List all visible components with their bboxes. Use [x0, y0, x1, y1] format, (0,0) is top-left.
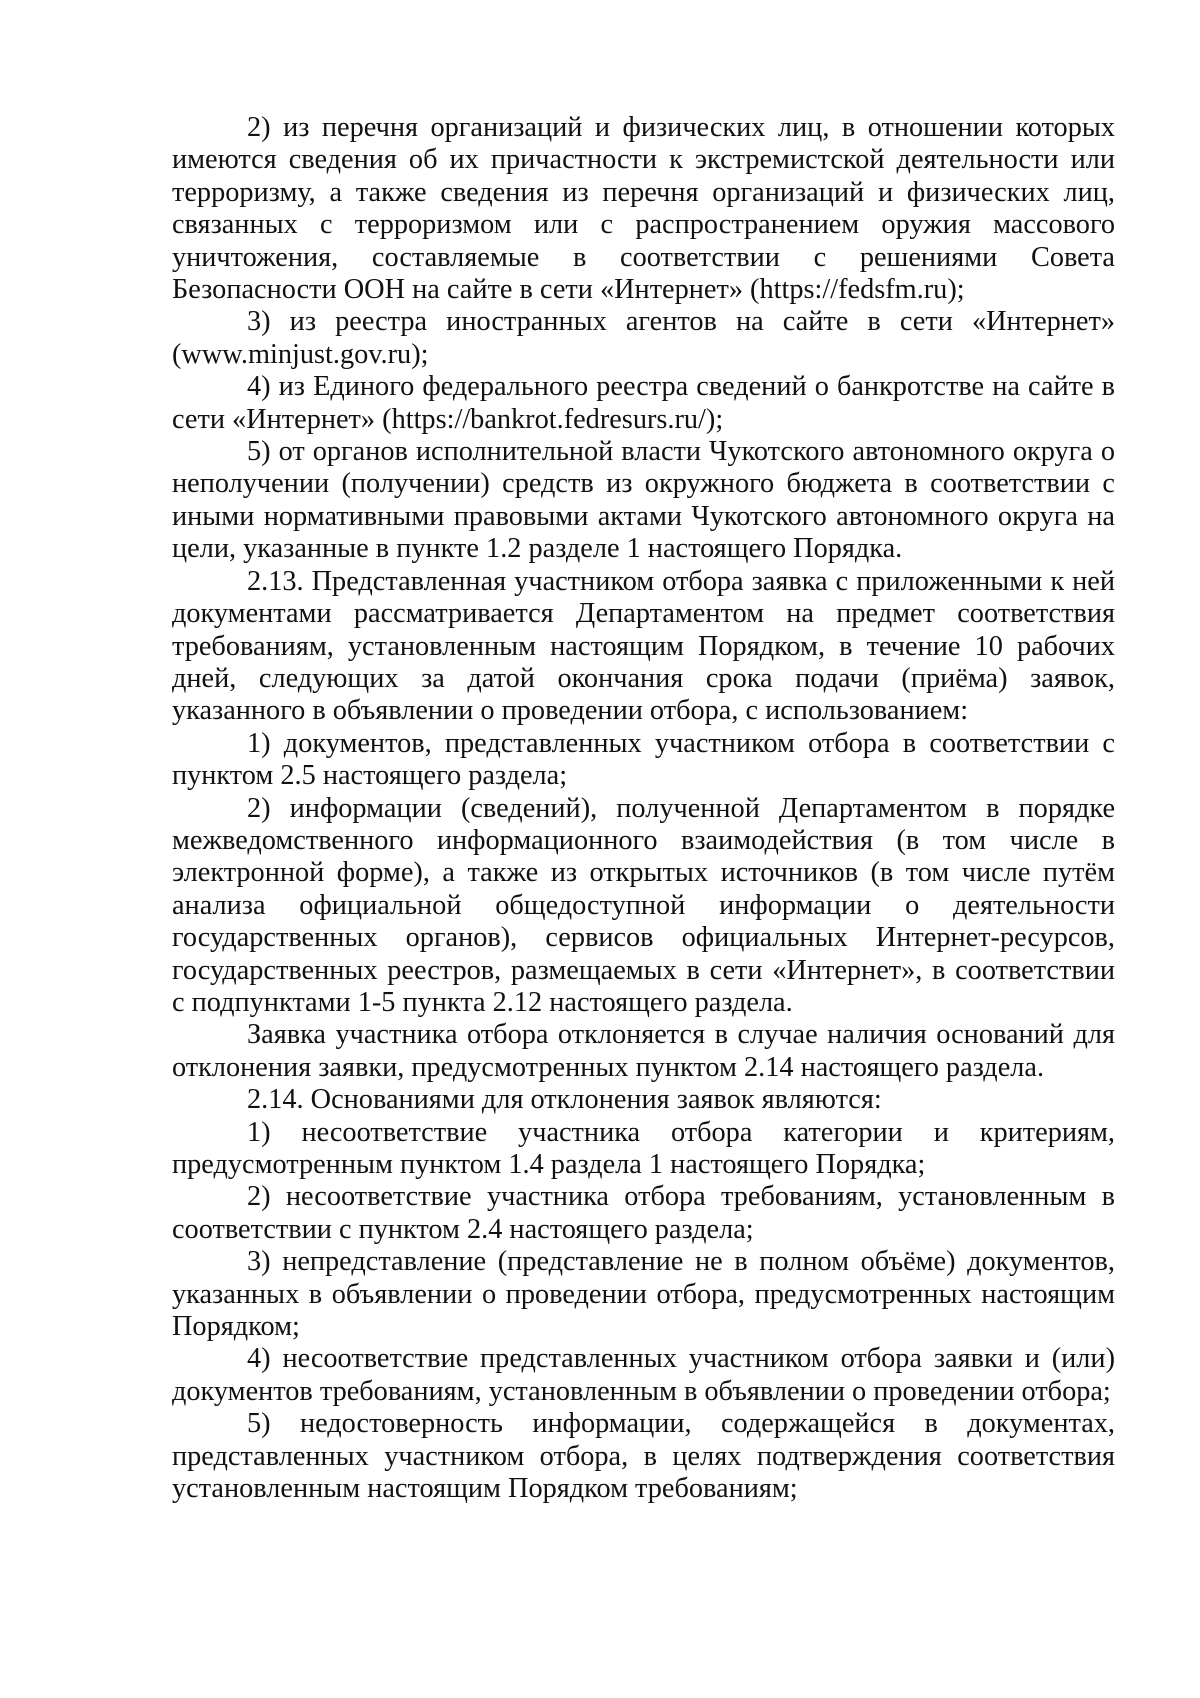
paragraph-item-5-executive-bodies: 5) от органов исполнительной власти Чукотского автономного округа о неполучении (получении) средств из окружного бюджета в соответствии с иными нормативными правовыми актами Чукотского автономного округа на цели, указанные в пункте 1.2 разделе 1 настоящего Порядка.: [172, 436, 1115, 565]
paragraph-item-2-fedsfm: 2) из перечня организаций и физических лиц, в отношении которых имеются сведения об их причастности к экстремистской деятельности или терроризму, а также сведения из перечня организаций и физических лиц, связанных с терроризмом или с распространением оружия массового уничтожения, составляемые в соответствии с решениями Совета Безопасности ООН на сайте в сети «Интернет» (https://fedsfm.ru);: [172, 112, 1115, 306]
paragraph-item-4-bankrot: 4) из Единого федерального реестра сведений о банкротстве на сайте в сети «Интернет» (https://bankrot.fedresurs.ru/);: [172, 371, 1115, 435]
paragraph-item-3-minjust: 3) из реестра иностранных агентов на сайте в сети «Интернет» (www.minjust.gov.ru);: [172, 306, 1115, 370]
paragraph-clause-2-13-item-1: 1) документов, представленных участником отбора в соответствии с пунктом 2.5 настоящего раздела;: [172, 727, 1115, 792]
paragraph-clause-2-14-item-3: 3) непредставление (представление не в полном объёме) документов, указанных в объявлении о проведении отбора, предусмотренных настоящим Порядком;: [172, 1246, 1115, 1343]
paragraph-clause-2-14-item-1: 1) несоответствие участника отбора категории и критериям, предусмотренным пунктом 1.4 раздела 1 настоящего Порядка;: [172, 1116, 1115, 1180]
paragraph-clause-2-13-item-2: 2) информации (сведений), полученной Департаментом в порядке межведомственного информационного взаимодействия (в том числе в электронной форме), а также из открытых источников (в том числе путём анализа официальной общедоступной информации о деятельности государственных органов), сервисов официальных Интернет-ресурсов, государственных реестров, размещаемых в сети «Интернет», в соответствии с подпунктами 1-5 пункта 2.12 настоящего раздела.: [172, 792, 1115, 1018]
paragraph-clause-2-14-item-4: 4) несоответствие представленных участником отбора заявки и (или) документов требованиям, установленным в объявлении о проведении отбора;: [172, 1343, 1115, 1407]
paragraph-clause-2-14-item-2: 2) несоответствие участника отбора требованиям, установленным в соответствии с пунктом 2.4 настоящего раздела;: [172, 1181, 1115, 1245]
paragraph-clause-2-14-item-5: 5) недостоверность информации, содержащейся в документах, представленных участником отбора, в целях подтверждения соответствия установленным настоящим Порядком требованиям;: [172, 1408, 1115, 1505]
paragraph-rejection-note: Заявка участника отбора отклоняется в случае наличия оснований для отклонения заявки, предусмотренных пунктом 2.14 настоящего раздела.: [172, 1019, 1115, 1083]
paragraph-clause-2-13: 2.13. Представленная участником отбора заявка с приложенными к ней документами рассматривается Департаментом на предмет соответствия требованиям, установленным настоящим Порядком, в течение 10 рабочих дней, следующих за датой окончания срока подачи (приёма) заявок, указанного в объявлении о проведении отбора, с использованием:: [172, 565, 1115, 727]
document-body: [172, 112, 1115, 1505]
paragraph-clause-2-14: 2.14. Основаниями для отклонения заявок являются:: [247, 1084, 882, 1116]
